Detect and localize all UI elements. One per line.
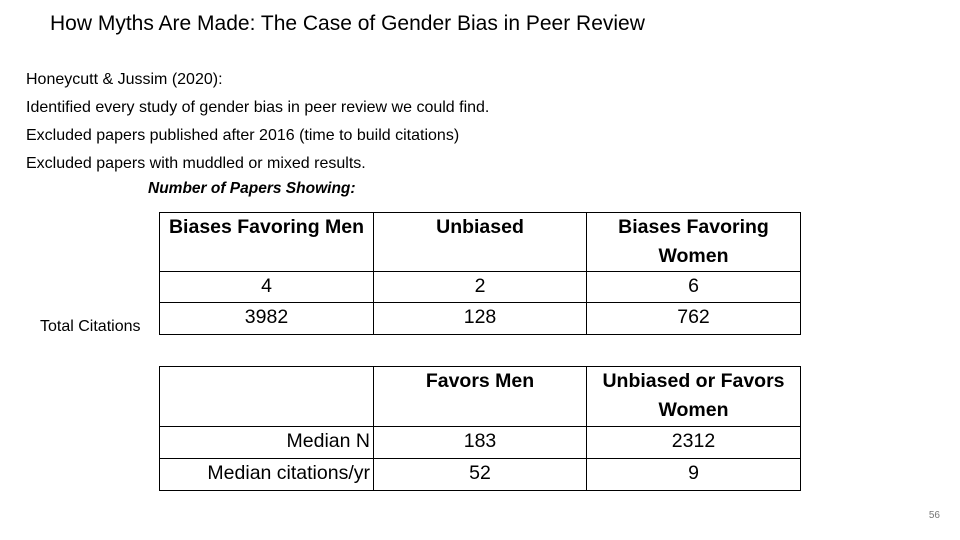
table-cell: 3982 [160, 303, 374, 335]
table-cell: 4 [160, 272, 374, 303]
bullet-item: Excluded papers published after 2016 (time to build citations) [26, 127, 460, 144]
bullet-list [26, 66, 489, 178]
bullet-item: Identified every study of gender bias in peer review we could find. [26, 99, 490, 116]
header-cell-favoring-men: Biases Favoring Men [160, 213, 374, 272]
papers-table [159, 212, 801, 335]
table-cell: 2 [374, 272, 587, 303]
header-cell-empty [160, 367, 374, 427]
table-cell: 2312 [587, 427, 801, 459]
table-cell: 9 [587, 459, 801, 491]
page-number: 56 [928, 510, 940, 521]
header-cell-favors-men: Favors Men [374, 367, 587, 427]
header-cell-unbiased: Unbiased [374, 213, 587, 272]
row-label-median-citations: Median citations/yr [160, 459, 374, 491]
table-cell: 6 [587, 272, 801, 303]
table-caption: Number of Papers Showing: [148, 180, 356, 197]
table-cell: 128 [374, 303, 587, 335]
slide-title: How Myths Are Made: The Case of Gender Bias in Peer Review [50, 12, 645, 35]
bullet-item: Excluded papers with muddled or mixed results. [26, 155, 366, 172]
header-cell-unbiased-or-favors-women: Unbiased or Favors Women [587, 367, 801, 427]
header-cell-favoring-women: Biases Favoring Women [587, 213, 801, 272]
median-table [159, 366, 801, 491]
table-cell: 762 [587, 303, 801, 335]
table-cell: 52 [374, 459, 587, 491]
row-label-median-n: Median N [160, 427, 374, 459]
row-label-total-citations: Total Citations [40, 318, 141, 335]
table-cell: 183 [374, 427, 587, 459]
bullet-item: Honeycutt & Jussim (2020): [26, 71, 223, 88]
